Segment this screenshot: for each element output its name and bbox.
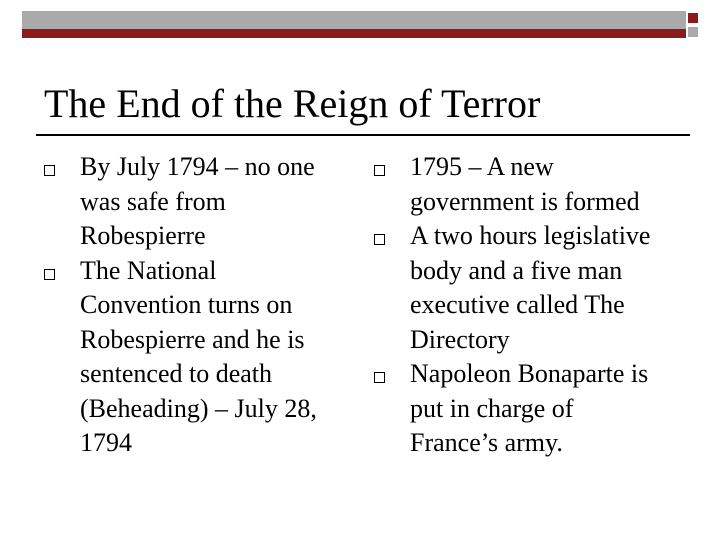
bullet-line: A two hours legislative: [410, 221, 651, 250]
left-bullet-column: [44, 150, 344, 461]
hollow-square-icon: [44, 269, 55, 280]
bullet-item-july-1794: [44, 150, 344, 254]
header-grey-band: [22, 11, 686, 29]
bullet-line: was safe from: [80, 186, 226, 216]
bullet-line: put in charge of: [410, 393, 574, 423]
bullet-line: Napoleon Bonaparte is: [410, 359, 649, 388]
bullet-line: sentenced to death: [80, 359, 273, 388]
bullet-line: Robespierre and he is: [80, 324, 305, 354]
hollow-square-icon: [374, 234, 385, 245]
bullet-line: Convention turns on: [80, 290, 293, 319]
bullet-line: 1794: [80, 428, 132, 457]
bullet-item-national-convention: [44, 254, 344, 461]
bullet-line: Directory: [410, 324, 510, 354]
bullet-item-napoleon: [374, 357, 684, 461]
bullet-item-1795-government: [374, 150, 684, 219]
header-red-band: [22, 29, 686, 38]
bullet-line: France’s army.: [410, 428, 563, 457]
right-bullet-column: [374, 150, 684, 461]
slide-title: The End of the Reign of Terror: [44, 81, 541, 126]
bullet-line: 1795 – A new: [410, 152, 554, 181]
hollow-square-icon: [44, 165, 55, 176]
bullet-line: Robespierre: [80, 221, 206, 250]
decorative-header-bar: [0, 0, 720, 48]
bullet-line: The National: [80, 255, 217, 285]
hollow-square-icon: [374, 372, 385, 383]
bullet-line: (Beheading) – July 28,: [80, 393, 317, 423]
bullet-line: government is formed: [410, 186, 640, 216]
title-underline: [36, 134, 690, 136]
hollow-square-icon: [374, 165, 385, 176]
header-corner-square-grey: [687, 26, 699, 38]
header-corner-square-red: [687, 12, 699, 24]
bullet-line: By July 1794 – no one: [80, 152, 315, 181]
bullet-item-directory: [374, 219, 684, 357]
bullet-line: executive called The: [410, 290, 625, 319]
bullet-line: body and a five man: [410, 255, 623, 285]
